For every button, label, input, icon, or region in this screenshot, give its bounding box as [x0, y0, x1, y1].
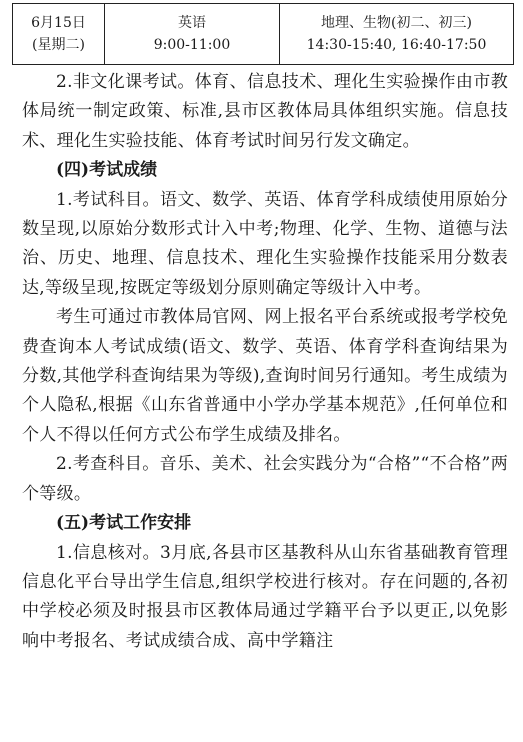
table-row [13, 4, 514, 65]
paragraph-nonculture-exam: 2.非文化课考试。体育、信息技术、理化生实验操作由市教体局统一制定政策、标准,县市区教体局具体组织实施。信息技术、理化生实验技能、体育考试时间另行发文确定。 [22, 72, 508, 151]
morning-subject: 英语 [178, 15, 206, 31]
exam-schedule-table [12, 3, 514, 65]
afternoon-exam-cell [280, 4, 514, 65]
afternoon-subject: 地理、生物(初二、初三) [321, 15, 472, 31]
section-heading-exam-scores: (四)考试成绩 [56, 160, 158, 181]
afternoon-time: 14:30-15:40, 16:40-17:50 [306, 37, 487, 53]
paragraph-info-verification: 1.信息核对。3月底,各县市区基教科从山东省基础教育管理信息化平台导出学生信息,组织学校进行核对。存在问题的,各初中学校必须及时报县市区教体局通过学籍平台予以更正,以免影响中考报名、考试成绩合成、高中学籍注 [22, 542, 508, 651]
paragraph-score-query: 考生可通过市教体局官网、网上报名平台系统或报考学校免费查询本人考试成绩(语文、数学、英语、体育学科查询结果为分数,其他学科查询结果为等级),查询时间另行通知。考生成绩为个人隐私,根据《山东省普通中小学办学基本规范》,任何单位和个人不得以任何方式公布学生成绩及排名。 [22, 307, 508, 445]
exam-date: 6月15日 [31, 15, 86, 31]
date-cell [13, 4, 105, 65]
paragraph-assessed-subjects: 2.考查科目。音乐、美术、社会实践分为“合格”“不合格”两个等级。 [22, 454, 508, 504]
exam-weekday: (星期二) [32, 37, 85, 53]
section-heading-exam-arrangements: (五)考试工作安排 [56, 513, 192, 534]
morning-exam-cell [105, 4, 280, 65]
paragraph-exam-subjects: 1.考试科目。语文、数学、英语、体育学科成绩使用原始分数呈现,以原始分数形式计入中考;物理、化学、生物、道德与法治、历史、地理、信息技术、理化生实验操作技能采用分数表达,等级呈现,按既定等级划分原则确定等级计入中考。 [22, 189, 508, 298]
document-body [22, 68, 508, 656]
morning-time: 9:00-11:00 [153, 37, 231, 53]
